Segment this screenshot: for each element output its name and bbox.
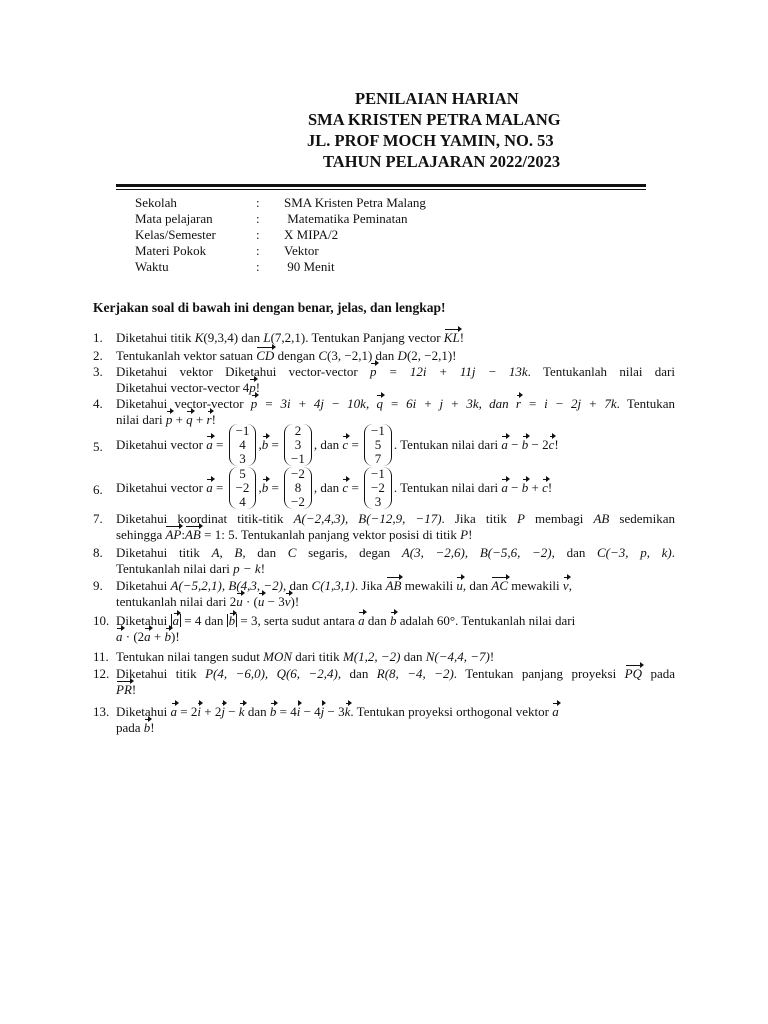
q5-vector-b: b xyxy=(261,437,269,452)
q4-vector-p: p xyxy=(250,396,258,411)
q2-text: (2, −2,1)! xyxy=(406,348,457,363)
header-address: JL. PROF MOCH YAMIN, NO. 53 xyxy=(307,131,554,150)
q11-angle: MON xyxy=(263,649,293,664)
q13-expr: − xyxy=(224,704,239,719)
q3-text: . Tentukanlah nilai dari xyxy=(527,364,675,379)
q9-vector-v: v xyxy=(562,578,569,593)
q12-vector-pq: PQ xyxy=(624,666,643,681)
vector-entry: 4 xyxy=(239,437,246,452)
q13-vector-a: a xyxy=(170,704,178,719)
q6-vector-c: c xyxy=(342,480,349,495)
q9-vector-v: v xyxy=(284,594,291,609)
q6-column-vector-a xyxy=(229,467,257,509)
q13-unit-i: i xyxy=(197,704,201,719)
q5-vector-a: a xyxy=(501,437,508,452)
question-number: 4. xyxy=(93,396,103,411)
q8-text: dan xyxy=(245,545,288,560)
q4-plus: + xyxy=(192,412,207,427)
q8-point-c: C xyxy=(287,545,297,560)
question-number: 3. xyxy=(93,364,103,379)
q7-text: sehingga xyxy=(116,527,166,542)
q5-equals: = xyxy=(212,437,227,452)
q13-unit-k: k xyxy=(238,704,245,719)
q7-vector-ab: AB xyxy=(184,527,201,542)
q10-magnitude-b xyxy=(227,614,238,627)
info-colon: : xyxy=(256,243,260,258)
q8-expr: p − k xyxy=(233,561,261,576)
info-row-time xyxy=(135,259,426,275)
q6-equals: = xyxy=(212,480,227,495)
q10-vector-b: b xyxy=(389,613,397,628)
q2-text: dengan xyxy=(274,348,319,363)
q5-equals: = xyxy=(268,437,283,452)
q8-points: A, B, xyxy=(211,545,246,560)
question-1 xyxy=(93,330,675,346)
q12-text: pada xyxy=(642,666,675,681)
q9-text: , xyxy=(568,578,572,593)
q6-vector-a: a xyxy=(206,480,213,495)
q10-dot: · (2 xyxy=(122,629,145,644)
info-key: Materi Pokok xyxy=(135,243,207,258)
q10-text: = 4 dan xyxy=(181,613,227,628)
q12-vector-pr: PR xyxy=(116,682,132,697)
question-number: 12. xyxy=(93,666,110,681)
q5-op: − 2 xyxy=(528,437,549,452)
info-colon: : xyxy=(256,211,260,226)
info-colon: : xyxy=(256,195,260,210)
q12-text: , dan xyxy=(337,666,377,681)
q6-vector-c: c xyxy=(542,480,548,495)
q4-vector-q: q xyxy=(376,396,383,411)
info-key: Waktu xyxy=(135,259,169,274)
q4-vector-p: p xyxy=(165,412,173,427)
question-2 xyxy=(93,348,675,364)
q2-point-d: D xyxy=(397,348,407,363)
q6-text: , dan xyxy=(313,480,343,495)
q13-expr: = 4 xyxy=(276,704,297,719)
q13-text: . Tentukan proyeksi orthogonal vektor xyxy=(350,704,553,719)
q6-equals: = xyxy=(348,480,363,495)
vector-entry: 3 xyxy=(374,494,382,509)
q9-coords: A(−5,2,1), B(4,3, −2) xyxy=(170,578,284,593)
info-key: Kelas/Semester xyxy=(135,227,216,242)
q13-unit-j: j xyxy=(221,704,225,719)
header-divider-thin xyxy=(116,189,646,190)
q4-text: nilai dari xyxy=(116,412,166,427)
vector-entry: 2 xyxy=(294,423,302,438)
q3-text: ! xyxy=(255,380,261,395)
q5-text: ! xyxy=(554,437,559,452)
q9-text: . Jika xyxy=(354,578,386,593)
q6-column-vector-b xyxy=(284,467,312,509)
question-number: 8. xyxy=(93,545,103,560)
instruction-text: Kerjakan soal di bawah ini dengan benar, jelas, dan lengkap! xyxy=(93,300,446,315)
vector-entry: 8 xyxy=(294,480,302,495)
q9-text: , dan xyxy=(283,578,312,593)
info-colon: : xyxy=(256,259,260,274)
q5-column-vector-b xyxy=(284,424,312,466)
q10-text: adalah 60°. Tentukanlah nilai dari xyxy=(396,613,576,628)
question-8 xyxy=(93,545,675,577)
vector-entry: 3 xyxy=(239,451,246,466)
question-9 xyxy=(93,578,675,610)
q2-text: (3, −2,1) dan xyxy=(327,348,398,363)
question-number: 10. xyxy=(93,613,110,628)
question-7 xyxy=(93,511,675,543)
q5-text: . Tentukan nilai dari xyxy=(393,437,502,452)
q5-equals: = xyxy=(348,437,363,452)
question-number: 1. xyxy=(93,330,103,345)
q13-text: dan xyxy=(244,704,270,719)
question-number: 5. xyxy=(93,439,103,454)
q7-points: A(−2,4,3), B(−12,9, −17) xyxy=(293,511,442,526)
q6-vector-b: b xyxy=(521,480,529,495)
q10-vector-a: a xyxy=(116,629,123,644)
question-number: 9. xyxy=(93,578,103,593)
q6-text: . Tentukan nilai dari xyxy=(393,480,502,495)
q13-vector-b: b xyxy=(269,704,277,719)
q5-column-vector-a xyxy=(229,424,257,466)
question-6: 6. Diketahui vector a = 5 −2 4 , b = −2 8 −2 , dan c = −1 −2 3 . Tentukan nilai dari a − b + c ! xyxy=(93,466,553,509)
header-school: SMA KRISTEN PETRA MALANG xyxy=(308,110,561,129)
q13-unit-k: k xyxy=(344,704,351,719)
q9-text: )! xyxy=(290,594,300,609)
q9-op: − 3 xyxy=(264,594,285,609)
header-academic-year: TAHUN PELAJARAN 2022/2023 xyxy=(323,152,561,171)
q10-vector-a: a xyxy=(172,613,180,628)
q11-text: Tentukan nilai tangen sudut xyxy=(116,649,264,664)
question-12 xyxy=(93,666,675,698)
q6-vector-b: b xyxy=(261,480,269,495)
q13-text: Diketahui xyxy=(116,704,171,719)
q7-text: ! xyxy=(468,527,473,542)
q2-point-c: C xyxy=(318,348,328,363)
vector-entry: −1 xyxy=(235,423,250,438)
q6-equals: = xyxy=(268,480,283,495)
vector-entry: 5 xyxy=(239,466,246,481)
info-colon: : xyxy=(256,227,260,242)
q10-text: Diketahui xyxy=(116,613,171,628)
vector-entry: −2 xyxy=(291,494,305,509)
q5-vector-b: b xyxy=(521,437,529,452)
header-title: PENILAIAN HARIAN xyxy=(355,89,519,108)
question-number: 6. xyxy=(93,482,103,497)
q13-expr: + 2 xyxy=(200,704,222,719)
q8-coords: A(3, −2,6), B(−5,6, −2) xyxy=(401,545,552,560)
q5-column-vector-c xyxy=(364,424,392,466)
q11-text: ! xyxy=(489,649,495,664)
q10-op: + xyxy=(150,629,165,644)
q6-column-vector-c xyxy=(364,467,392,509)
q13-unit-j: j xyxy=(320,704,325,719)
q11-text: dari titik xyxy=(292,649,343,664)
q8-text: , dan xyxy=(551,545,598,560)
info-row-school xyxy=(135,195,426,211)
q9-vector-u: u xyxy=(236,594,243,609)
q12-text: ! xyxy=(131,682,137,697)
vector-entry: −1 xyxy=(291,451,305,466)
q9-dot: · ( xyxy=(242,594,258,609)
q7-text: = 1: 5. Tentukanlah panjang vektor posisi di titik xyxy=(200,527,461,542)
q11-point-m: M(1,2, −2) xyxy=(342,649,401,664)
question-number: 11. xyxy=(93,649,109,664)
question-13 xyxy=(93,704,675,736)
vector-entry: −2 xyxy=(371,480,385,495)
vector-entry: 4 xyxy=(239,494,246,509)
q3-vector-p: p xyxy=(249,380,256,395)
info-value: Matematika Peminatan xyxy=(284,211,408,226)
q4-text: Diketahui vector-vector xyxy=(116,396,251,411)
q3-text: Diketahui vector-vector 4 xyxy=(116,380,250,395)
q4-expr: = 6i + j + 3k, dan xyxy=(382,396,516,411)
q9-text: , dan xyxy=(462,578,492,593)
info-value: SMA Kristen Petra Malang xyxy=(284,195,426,210)
q4-plus: + xyxy=(172,412,187,427)
q6-op: + xyxy=(528,480,543,495)
q4-vector-q: q xyxy=(186,412,193,427)
question-10 xyxy=(93,613,675,645)
vector-entry: −2 xyxy=(235,480,250,495)
question-number: 7. xyxy=(93,511,103,526)
q12-text: Diketahui titik xyxy=(116,666,206,681)
q10-text: dan xyxy=(364,613,390,628)
question-11 xyxy=(93,649,675,665)
q5-vector-c: c xyxy=(342,437,349,452)
q11-text: dan xyxy=(400,649,426,664)
q13-text: ! xyxy=(150,720,155,735)
q6-op: − xyxy=(507,480,522,495)
q5-vector-a: a xyxy=(206,437,213,452)
q11-point-n: N(−4,4, −7) xyxy=(425,649,490,664)
q8-text: Diketahui titik xyxy=(116,545,212,560)
vector-entry: 3 xyxy=(294,437,302,452)
q7-text: sedemikan xyxy=(609,511,676,526)
q4-vector-r: r xyxy=(206,412,212,427)
q4-expr: = 3i + 4j − 10k, xyxy=(257,396,377,411)
q9-vector-u: u xyxy=(257,594,265,609)
q10-vector-b: b xyxy=(164,629,172,644)
q5-text: Diketahui vector xyxy=(116,437,207,452)
q10-vector-a: a xyxy=(144,629,151,644)
q12-text: . Tentukan panjang proyeksi xyxy=(453,666,625,681)
q9-text: Diketahui xyxy=(116,578,171,593)
exam-info-table xyxy=(135,195,426,275)
q8-text: segaris, degan xyxy=(296,545,402,560)
q9-coords: C(1,3,1) xyxy=(311,578,355,593)
q8-text: ! xyxy=(260,561,266,576)
q1-text: (9,3,4) dan xyxy=(203,330,264,345)
q1-text: (7,2,1). Tentukan Panjang vector xyxy=(270,330,444,345)
q4-vector-r: r xyxy=(515,396,521,411)
q3-vector-p: p xyxy=(370,364,377,379)
q12-coords: R(8, −4, −2) xyxy=(376,666,454,681)
q7-point-p: P xyxy=(460,527,469,542)
q9-vector-ab: AB xyxy=(385,578,402,593)
q12-coords: P(4, −6,0), Q(6, −2,4) xyxy=(205,666,338,681)
q10-text: = 3, serta sudut antara xyxy=(237,613,359,628)
q7-text: . Jika titik xyxy=(441,511,517,526)
q4-text: ! xyxy=(211,412,216,427)
q13-expr: = 2 xyxy=(177,704,198,719)
header-divider-thick xyxy=(116,184,646,187)
q3-expr: = 12i + 11j − 13k xyxy=(376,364,528,379)
question-5: 5. Diketahui vector a = −1 4 3 , b = 2 3 −1 , dan c = −1 5 7 . Tentukan nilai dari a − b − 2 c ! xyxy=(93,423,559,466)
q10-text: )! xyxy=(171,629,180,644)
info-value: 90 Menit xyxy=(284,259,335,274)
q9-text: tentukanlah nilai dari 2 xyxy=(116,594,237,609)
vector-entry: 7 xyxy=(374,451,382,466)
question-number: 13. xyxy=(93,704,110,719)
q7-text: Diketahui koordinat titik-titik xyxy=(116,511,294,526)
info-value: X MIPA/2 xyxy=(284,227,339,242)
q13-unit-i: i xyxy=(296,704,301,719)
q8-coords: C(−3, p, k) xyxy=(597,545,672,560)
q13-vector-a: a xyxy=(552,704,559,719)
q3-text: Diketahui vektor Diketahui vector-vector xyxy=(116,364,370,379)
q8-text: . xyxy=(671,545,675,560)
q13-text: pada xyxy=(116,720,144,735)
info-row-subject xyxy=(135,211,426,227)
q10-vector-b: b xyxy=(228,613,236,628)
info-key: Mata pelajaran xyxy=(135,211,213,226)
q1-text: ! xyxy=(459,330,465,345)
info-value: Vektor xyxy=(284,243,319,258)
q7-text: membagi xyxy=(524,511,594,526)
info-row-topic xyxy=(135,243,426,259)
q13-vector-b: b xyxy=(143,720,151,735)
q9-vector-u: u xyxy=(456,578,463,593)
q1-vector-kl: KL xyxy=(443,330,460,345)
q6-text: Diketahui vector xyxy=(116,480,207,495)
q13-expr: − 3 xyxy=(324,704,345,719)
q13-expr: − 4 xyxy=(300,704,321,719)
q6-vector-a: a xyxy=(501,480,508,495)
vector-entry: −1 xyxy=(371,423,385,438)
q7-ratio: : xyxy=(181,527,185,542)
q5-vector-c: c xyxy=(548,437,555,452)
q5-op: − xyxy=(507,437,522,452)
q9-vector-ac: AC xyxy=(491,578,509,593)
vector-entry: −1 xyxy=(371,466,385,481)
q8-text: Tentukanlah nilai dari xyxy=(116,561,234,576)
vector-entry: 5 xyxy=(374,437,382,452)
q7-vector-ap: AP xyxy=(165,527,182,542)
q1-text: Diketahui titik xyxy=(116,330,195,345)
info-key: Sekolah xyxy=(135,195,177,210)
q4-text: . Tentukan xyxy=(616,396,676,411)
q1-point-l: L xyxy=(263,330,271,345)
q2-text: Tentukanlah vektor satuan xyxy=(116,348,257,363)
info-row-class xyxy=(135,227,426,243)
q1-point-k: K xyxy=(194,330,204,345)
question-number: 2. xyxy=(93,348,103,363)
vector-entry: −2 xyxy=(291,466,305,481)
q9-text: mewakili xyxy=(508,578,563,593)
q2-vector-cd: CD xyxy=(256,348,275,363)
q7-segment-ab: AB xyxy=(593,511,610,526)
q5-text: , dan xyxy=(313,437,343,452)
q6-text: ! xyxy=(547,480,553,495)
q7-point-p: P xyxy=(516,511,525,526)
q4-expr: = i − 2j + 7k xyxy=(520,396,617,411)
q9-text: mewakili xyxy=(401,578,457,593)
q10-vector-a: a xyxy=(358,613,365,628)
